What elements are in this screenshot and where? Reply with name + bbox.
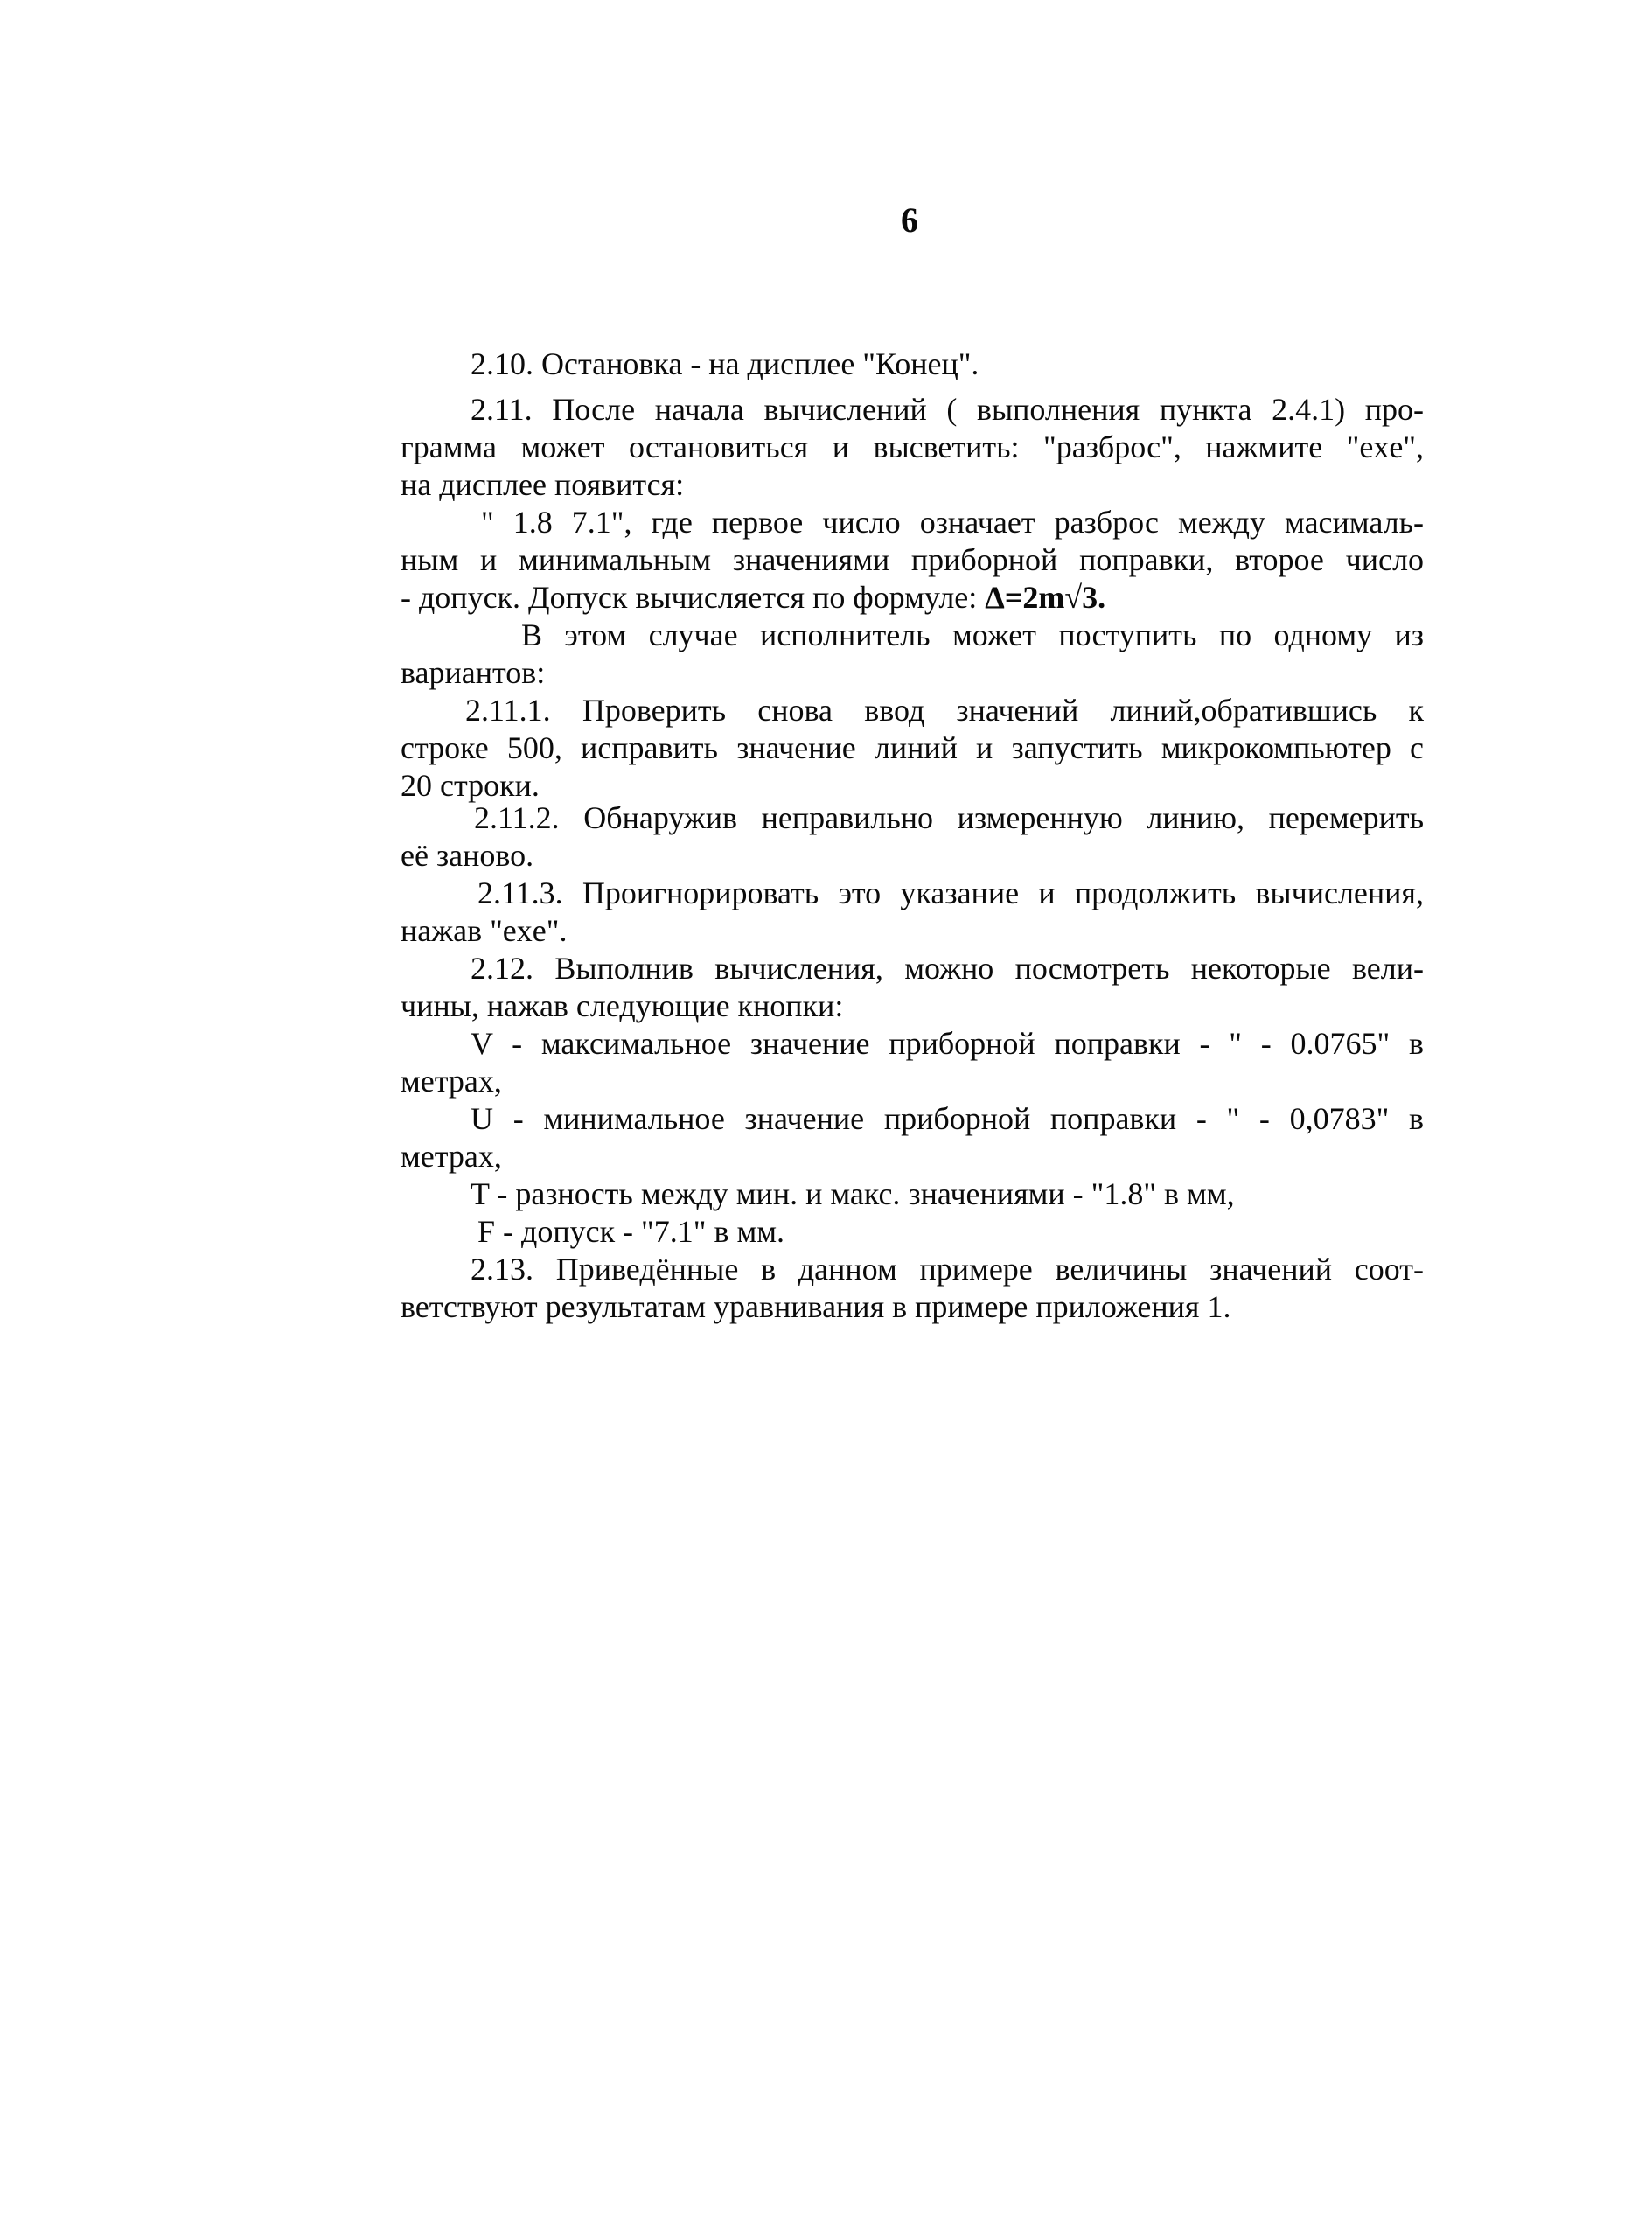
- text-line-l19: [471, 1025, 1424, 1062]
- text-line-content: нажав "exe".: [401, 913, 568, 948]
- text-line-content: 20 строки.: [401, 768, 540, 803]
- text-line-content: вариантов:: [401, 655, 546, 690]
- text-line-content: 2.11.3. Проигнорировать это указание и продолжить вычисления,: [477, 875, 1424, 910]
- text-line-content: чины, нажав следующие кнопки:: [401, 988, 844, 1023]
- text-line-content: 2.10. Остановка - на дисплее "Конец".: [471, 346, 979, 381]
- text-line-l01: [471, 345, 1424, 382]
- text-line-content: U - минимальное значение приборной поправки - " - 0,0783" в: [471, 1101, 1424, 1136]
- text-line-l10: [465, 692, 1424, 729]
- text-line-l18: [401, 987, 1424, 1024]
- text-line-l23: [471, 1175, 1424, 1212]
- text-line-l15: [477, 875, 1424, 911]
- text-line-l09: [401, 654, 1424, 691]
- text-line-content: 2.11. После начала вычислений ( выполнения пункта 2.4.1) про-: [471, 392, 1424, 427]
- text-line-l20: [401, 1063, 1424, 1099]
- text-line-l24: [477, 1213, 1424, 1250]
- text-line-content: V - максимальное значение приборной поправки - " - 0.0765" в: [471, 1026, 1424, 1061]
- text-line-l26: [401, 1288, 1424, 1325]
- page-number: 6: [901, 200, 918, 240]
- text-line-l12: [401, 767, 1424, 804]
- formula: Δ=2m√3.: [985, 580, 1106, 615]
- text-line-l14: [401, 837, 1424, 874]
- text-line-l16: [401, 912, 1424, 949]
- text-line-content: 2.12. Выполнив вычисления, можно посмотреть некоторые вели-: [471, 951, 1424, 986]
- text-line-content: грамма может остановиться и высветить: "разброс", нажмите "exe",: [401, 429, 1424, 464]
- text-line-content: метрах,: [401, 1139, 502, 1174]
- text-line-content: метрах,: [401, 1064, 502, 1099]
- text-line-content: 2.11.1. Проверить снова ввод значений линий,обратившись к: [465, 693, 1424, 728]
- text-line-l02: [471, 391, 1424, 428]
- text-line-l05: [481, 504, 1424, 541]
- text-line-content: В этом случае исполнитель может поступить по одному из: [521, 617, 1424, 652]
- text-line-l13: [474, 799, 1424, 836]
- text-line-l08: [521, 617, 1424, 653]
- text-line-content: 2.11.2. Обнаружив неправильно измеренную линию, перемерить: [474, 800, 1424, 835]
- text-line-l06: [401, 541, 1424, 578]
- text-line-l17: [471, 950, 1424, 987]
- text-line-content: " 1.8 7.1", где первое число означает разброс между масималь-: [481, 505, 1424, 540]
- text-line-content: строке 500, исправить значение линий и запустить микрокомпьютер с: [401, 730, 1424, 765]
- text-line-l25: [471, 1251, 1424, 1287]
- text-line-l11: [401, 729, 1424, 766]
- text-line-content: F - допуск - "7.1" в мм.: [477, 1214, 784, 1249]
- text-line-content: её заново.: [401, 838, 534, 873]
- text-line-l03: [401, 429, 1424, 465]
- text-line-l04: [401, 466, 1424, 503]
- text-line-l21: [471, 1100, 1424, 1137]
- text-line-l22: [401, 1138, 1424, 1175]
- text-line-content: ветствуют результатам уравнивания в примере приложения 1.: [401, 1289, 1231, 1324]
- text-line-content: ным и минимальным значениями приборной поправки, второе число: [401, 542, 1424, 577]
- text-line-content: на дисплее появится:: [401, 467, 685, 502]
- text-line-content: T - разность между мин. и макс. значениями - "1.8" в мм,: [471, 1176, 1235, 1211]
- text-line-content: - допуск. Допуск вычисляется по формуле:: [401, 580, 986, 615]
- text-line-content: 2.13. Приведённые в данном примере величины значений соот-: [471, 1252, 1424, 1287]
- text-line-l07: [401, 579, 1424, 616]
